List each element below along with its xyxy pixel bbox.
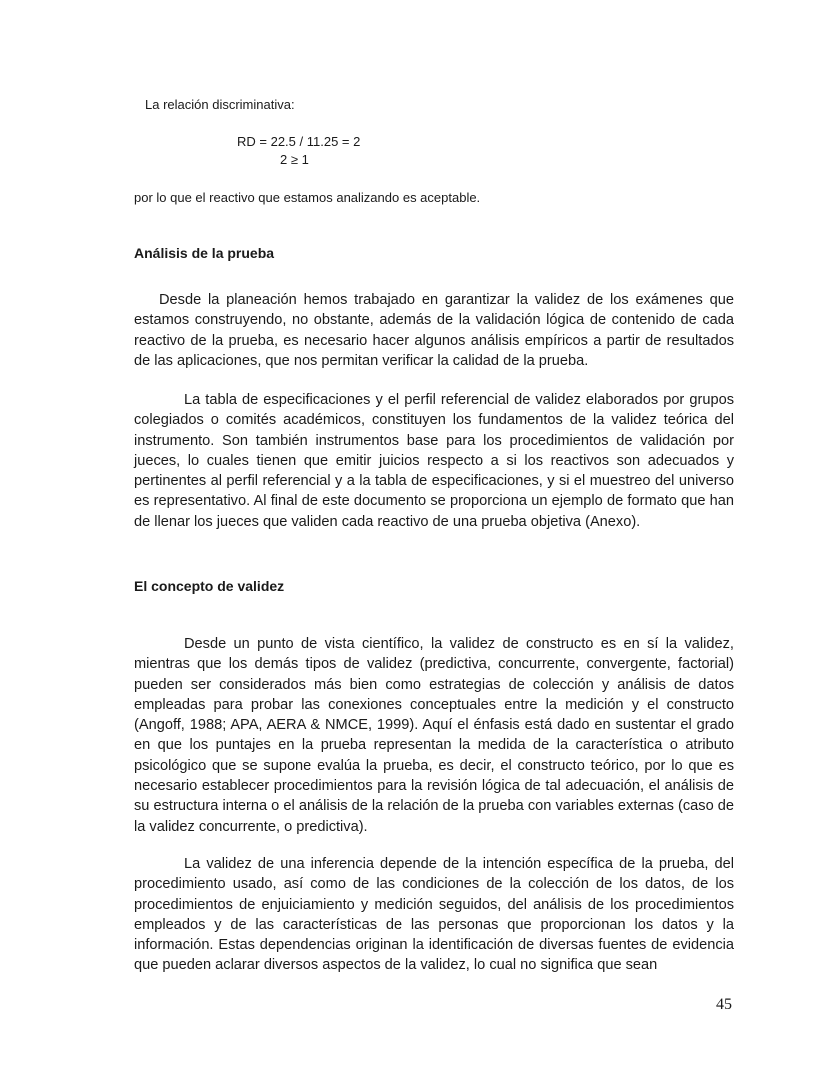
paragraph-validez-2: La validez de una inferencia depende de la intención específica de la prueba, del procedimiento usado, así como de las condiciones de la colección de los datos, de los procedimientos de enjuiciamiento y medición seguidos, del análisis de los procedimientos empleados y de las características de las personas que proporcionan los datos y la información. Estas dependencias originan la identificación de diversas fuentes de evidencia que pueden aclarar diversos aspectos de la validez, lo cual no significa que sean <box>134 856 734 974</box>
discriminative-conclusion: por lo que el reactivo que estamos analizando es aceptable. <box>134 190 481 205</box>
paragraph-analisis-1: Desde la planeación hemos trabajado en garantizar la validez de los exámenes que estamos construyendo, no obstante, además de la validación lógica de contenido de cada reactivo de la prueba, es necesario hacer algunos análisis empíricos a partir de resultados de las aplicaciones, que nos permitan verificar la calidad de la prueba. <box>134 292 734 369</box>
formula-line-1: RD = 22.5 / 11.25 = 2 <box>237 134 361 149</box>
section-heading-validez: El concepto de validez <box>134 578 285 594</box>
page-number: 45 <box>716 996 732 1013</box>
paragraph-analisis-2: La tabla de especificaciones y el perfil referencial de validez elaborados por grupos colegiados o comités académicos, constituyen los fundamentos de la validez teórica del instrumento. Son también instrumentos base para los procedimientos de validación por jueces, lo cuales tienen que emitir juicios respecto a si los reactivos son adecuados y pertinentes al perfil referencial y a la tabla de especificaciones, y si el muestreo del universo es representativo. Al final de este documento se proporciona un ejemplo de formato que han de llenar los jueces que validen cada reactivo de una prueba objetiva (Anexo). <box>134 392 734 530</box>
section-heading-analisis: Análisis de la prueba <box>134 245 275 261</box>
paragraph-validez-1: Desde un punto de vista científico, la validez de constructo es en sí la validez, mientras que los demás tipos de validez (predictiva, concurrente, convergente, factorial) pueden ser considerados más bien como estrategias de colección y análisis de datos empleadas para probar las conexiones conceptuales entre la medición y el constructo (Angoff, 1988; APA, AERA & NMCE, 1999). Aquí el énfasis está dado en sustentar el grado en que los puntajes en la prueba representan la medida de la característica o atributo psicológico que se supone evalúa la prueba, es decir, el constructo teórico, por lo que es necesario establecer procedimientos para la revisión lógica de tal adecuación, el análisis de su estructura interna o el análisis de la relación de la prueba con variables externas (caso de la validez concurrente, o predictiva). <box>134 636 734 835</box>
discriminative-label: La relación discriminativa: <box>145 97 295 112</box>
formula-line-2: 2 ≥ 1 <box>280 152 309 167</box>
